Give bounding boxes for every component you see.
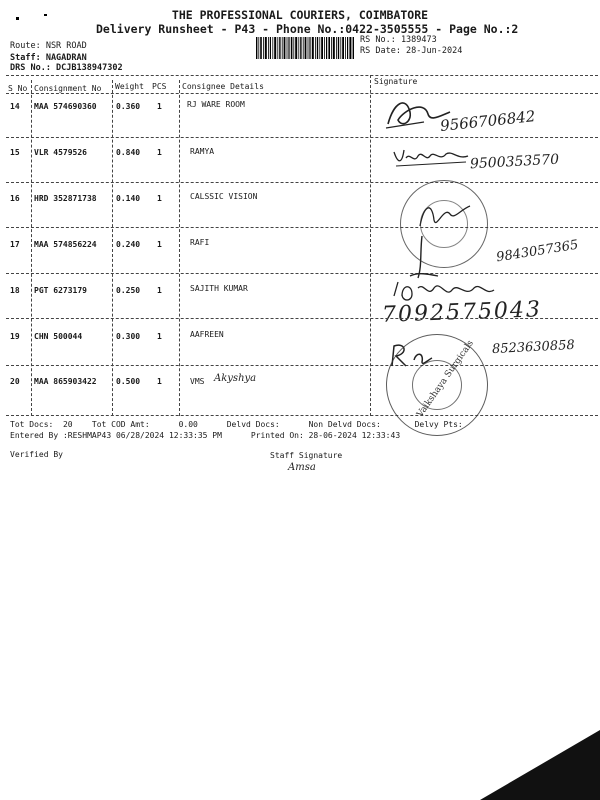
runsheet-subtitle: Delivery Runsheet - P43 - Phone No.:0422-3505555 - Page No.:2 bbox=[96, 22, 519, 36]
cell-pcs: 1 bbox=[157, 332, 162, 341]
company-seal bbox=[420, 200, 468, 248]
seal-text: Vaikshaya Surgicals bbox=[415, 338, 476, 420]
rs-date: RS Date: 28-Jun-2024 bbox=[360, 46, 463, 56]
cell-consignment: MAA 865903422 bbox=[34, 377, 97, 386]
totals-line: Tot Docs: 20 Tot COD Amt: 0.00 Delvd Docs: Non Delvd Docs: Delvy Pts: bbox=[10, 420, 463, 429]
cell-consignment: MAA 574856224 bbox=[34, 240, 97, 249]
handwritten-phone: 9843057365 bbox=[495, 237, 580, 266]
row-rule bbox=[6, 365, 598, 366]
route-label: Route: NSR ROAD bbox=[10, 41, 87, 51]
cell-consignee: RAFI bbox=[190, 238, 210, 247]
cell-consignment: PGT 6273179 bbox=[34, 286, 87, 295]
cell-sno: 20 bbox=[10, 377, 20, 386]
table-header-rule bbox=[6, 93, 598, 94]
col-header-sno: S No bbox=[8, 84, 28, 93]
handwritten-name: Akyshya bbox=[214, 373, 257, 384]
handwritten-phone: 7092575043 bbox=[381, 297, 543, 328]
col-header-signature: Signature bbox=[374, 77, 418, 86]
cell-pcs: 1 bbox=[157, 148, 162, 157]
handwritten-phone: 9500353570 bbox=[469, 151, 560, 173]
col-header-consignee: Consignee Details bbox=[182, 82, 264, 91]
cell-weight: 0.240 bbox=[116, 240, 141, 249]
cell-consignment: HRD 352871738 bbox=[34, 194, 97, 203]
scan-shadow bbox=[480, 730, 600, 800]
handwritten-phone: 8523630858 bbox=[491, 337, 576, 358]
cell-sno: 19 bbox=[10, 332, 20, 341]
cell-consignee: RJ WARE ROOM bbox=[187, 100, 245, 109]
cell-weight: 0.360 bbox=[116, 102, 141, 111]
row-rule bbox=[6, 182, 598, 183]
cell-pcs: 1 bbox=[157, 240, 162, 249]
cell-consignee: RAMYA bbox=[190, 147, 215, 156]
table-top-rule bbox=[6, 75, 598, 76]
cell-sno: 17 bbox=[10, 240, 20, 249]
row-rule bbox=[6, 137, 598, 138]
cell-weight: 0.300 bbox=[116, 332, 141, 341]
entered-by-line: Entered By :RESHMAP43 06/28/2024 12:33:35 PM Printed On: 28-06-2024 12:33:43 bbox=[10, 431, 401, 440]
cell-pcs: 1 bbox=[157, 194, 162, 203]
col-header-weight: Weight bbox=[115, 82, 144, 91]
signature-scribble bbox=[392, 144, 472, 170]
cell-pcs: 1 bbox=[157, 377, 162, 386]
row-rule bbox=[6, 273, 598, 274]
cell-weight: 0.140 bbox=[116, 194, 141, 203]
cell-sno: 16 bbox=[10, 194, 20, 203]
col-header-consignment: Consignment No bbox=[34, 84, 102, 93]
row-rule bbox=[6, 318, 598, 319]
handwritten-phone: 9566706842 bbox=[439, 107, 537, 135]
staff-label: Staff: NAGADRAN bbox=[10, 53, 87, 63]
table-bottom-rule bbox=[6, 415, 598, 416]
signature-scribble bbox=[384, 92, 454, 136]
cell-pcs: 1 bbox=[157, 286, 162, 295]
rs-number: RS No.: 1389473 bbox=[360, 35, 437, 45]
cell-consignment: MAA 574690360 bbox=[34, 102, 97, 111]
row-rule bbox=[6, 227, 598, 228]
cell-weight: 0.250 bbox=[116, 286, 141, 295]
verified-by-label: Verified By bbox=[10, 450, 63, 459]
cell-weight: 0.840 bbox=[116, 148, 141, 157]
signature-scribble bbox=[390, 276, 500, 304]
company-title: THE PROFESSIONAL COURIERS, COIMBATORE bbox=[171, 8, 429, 22]
staff-signature-label: Staff Signature bbox=[270, 451, 343, 460]
col-header-pcs: PCS bbox=[152, 82, 167, 91]
cell-consignee: VMS bbox=[190, 377, 205, 386]
cell-sno: 18 bbox=[10, 286, 20, 295]
cell-consignee: SAJITH KUMAR bbox=[190, 284, 248, 293]
cell-consignee: AAFREEN bbox=[190, 330, 224, 339]
cell-consignment: CHN 500044 bbox=[34, 332, 83, 341]
cell-pcs: 1 bbox=[157, 102, 162, 111]
cell-consignment: VLR 4579526 bbox=[34, 148, 87, 157]
staff-signature-hand: Amsa bbox=[288, 462, 316, 473]
drs-label: DRS No.: DCJB138947302 bbox=[10, 63, 123, 73]
cell-sno: 15 bbox=[10, 148, 20, 157]
barcode bbox=[256, 37, 354, 59]
cell-consignee: CALSSIC VISION bbox=[190, 192, 258, 201]
cell-weight: 0.500 bbox=[116, 377, 141, 386]
cell-sno: 14 bbox=[10, 102, 20, 111]
